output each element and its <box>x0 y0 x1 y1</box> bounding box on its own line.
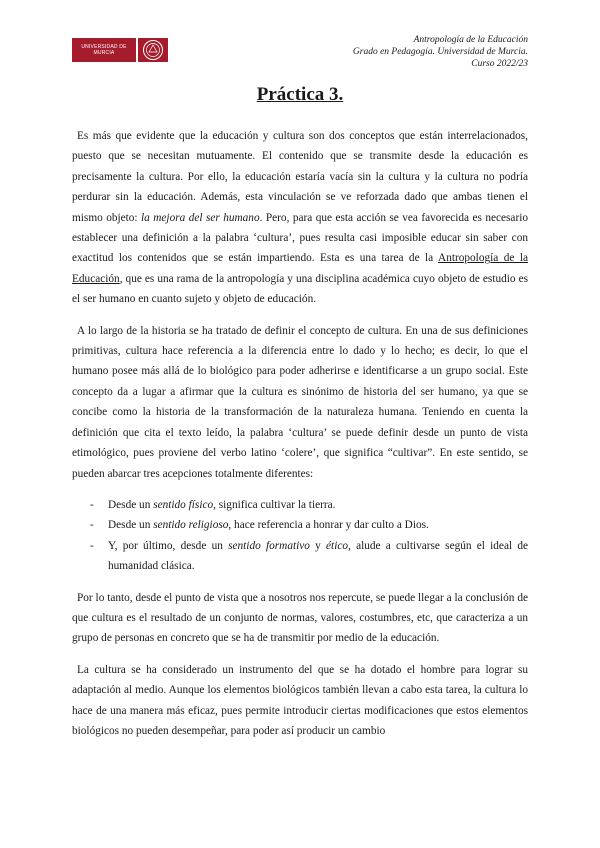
header-year: Curso 2022/23 <box>471 59 528 69</box>
paragraph-4: La cultura se ha considerado un instrumento del que se ha dotado el hombre para lograr su adaptación al medio. Aunque los elementos biológicos también llevan a cabo esta tarea, la cultura lo hace de una manera más eficaz, pues permite introducir ciertas modificaciones que estos elementos biológicos no pueden desempeñar, para poder así producir un cambio <box>72 663 528 737</box>
list-item-text: , alude a cultivarse según el ideal de humanidad clásica. <box>108 539 528 573</box>
paragraph-1-text-a: Es más que evidente que la educación y cultura son dos conceptos que están interrelacionados, puesto que se necesitan mutuamente. El contenido que se transmite desde la educación es precisamente la cultura. Por ello, la educación estaría vacía sin la cultura y la cultura no podría perdurar sin la educación. Además, esta vinculación se ve reforzada dado que ambas tienen el mismo objeto: <box>72 130 528 224</box>
paragraph-2: A lo largo de la historia se ha tratado de definir el concepto de cultura. En una de sus definiciones primitivas, cultura hace referencia a la diferencia entre lo dado y lo hecho; es decir, lo que el humano posee más allá de lo biológico para poder adherirse e identificarse a un grupo social. Este concepto da a lugar a afirmar que la cultura es sinónimo de historia del ser humano, ya que se concibe como la historia de la transformación de la naturaleza humana. Teniendo en cuenta la definición que cita el texto leído, la palabra ‘cultura’ se puede definir desde un punto de vista etimológico, pues proviene del verbo latino ‘colere’, que significa “cultivar”. En este sentido, se pueden abarcar tres acepciones totalmente diferentes: <box>72 324 528 480</box>
list-item-text: , hace referencia a honrar y dar culto a Dios. <box>228 519 429 532</box>
page-title <box>0 84 600 106</box>
logo-wordmark <box>72 38 136 62</box>
list-item <box>72 515 528 535</box>
university-logo <box>72 38 168 62</box>
paragraph-1-emphasis: la mejora del ser humano <box>141 211 260 224</box>
title-text: Práctica 3. <box>256 84 344 105</box>
paragraph-1-underlined: Antropología de la Educación <box>72 252 528 285</box>
list-item <box>72 536 528 577</box>
logo-line-2: MURCIA <box>93 50 115 56</box>
meanings-list <box>72 495 528 577</box>
list-item-emphasis: sentido religioso <box>153 519 229 532</box>
paragraph-1 <box>72 126 528 310</box>
list-item-emphasis: sentido formativo <box>228 539 310 552</box>
logo-line-1: UNIVERSIDAD DE <box>81 44 127 50</box>
list-item-text: Desde un <box>108 519 154 532</box>
document-body <box>72 126 528 752</box>
paragraph-1-text-c: , que es una rama de la antropología y una disciplina académica cuyo objeto de estudio es el ser humano en cuanto sujeto y objeto de educación. <box>72 272 528 306</box>
list-item-text: y <box>309 539 327 552</box>
list-item-text: Y, por último, desde un <box>108 539 229 552</box>
paragraph-1-text-b: . Pero, para que esta acción se vea favorecida es necesario establecer una definición a la palabra ‘cultura’, pues resulta casi imposible educar sin saber con exactitud los contenidos que se están impartiendo. Esta es una tarea de la <box>72 211 528 265</box>
page-header <box>353 34 528 70</box>
header-degree: Grado en Pedagogía. Universidad de Murcia. <box>352 47 528 57</box>
university-seal-icon <box>138 38 168 62</box>
list-item-text: Desde un <box>108 498 154 511</box>
list-item-emphasis: ético <box>326 539 349 552</box>
paragraph-3: Por lo tanto, desde el punto de vista que a nosotros nos repercute, se puede llegar a la conclusión de que cultura es el resultado de un conjunto de normas, valores, costumbres, etc, que caracteriza a un grupo de personas en concreto que se ha de transmitir por medio de la educación. <box>72 591 528 645</box>
list-item <box>72 495 528 515</box>
header-course: Antropología de la Educación <box>413 35 528 45</box>
list-item-text: , significa cultivar la tierra. <box>213 498 336 511</box>
list-item-emphasis: sentido físico <box>153 498 214 511</box>
